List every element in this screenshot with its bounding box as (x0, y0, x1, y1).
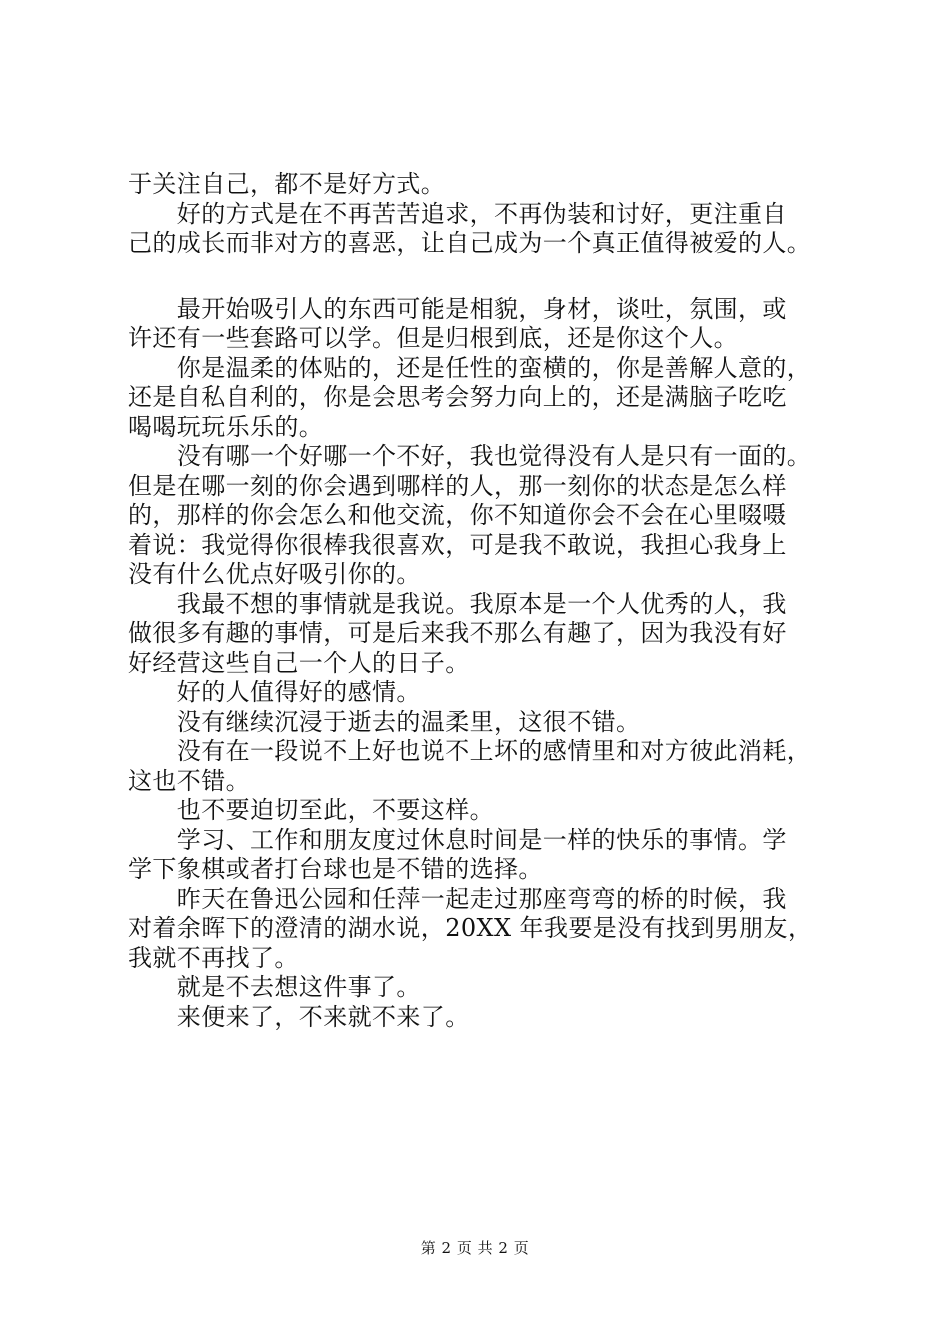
text-line: 我就不再找了。 (128, 943, 299, 972)
text-line: 还是自私自利的，你是会思考会努力向上的，还是满脑子吃吃 (128, 383, 787, 411)
paragraph-gap (128, 259, 828, 295)
text-line: 这也不错。 (128, 766, 250, 795)
text-line: 于关注自己，都不是好方式。 (128, 170, 446, 198)
text-line: 最开始吸引人的东西可能是相貌，身材，谈吐，氛围，或 (128, 294, 787, 323)
text-line: 来便来了，不来就不来了。 (128, 1002, 470, 1031)
text-line: 昨天在鲁迅公园和任萍一起走过那座弯弯的桥的时候，我 (128, 884, 787, 913)
body-text (128, 170, 828, 1032)
text-line: 但是在哪一刻的你会遇到哪样的人，那一刻你的状态是怎么样 (128, 471, 787, 500)
text-line: 好的人值得好的感情。 (128, 678, 421, 706)
text-line: 没有在一段说不上好也说不上坏的感情里和对方彼此消耗， (128, 737, 812, 765)
text-line: 就是不去想这件事了。 (128, 973, 421, 1001)
text-line: 做很多有趣的事情，可是后来我不那么有趣了，因为我没有好 (128, 619, 787, 647)
text-line: 的，那样的你会怎么和他交流，你不知道你会不会在心里啜嗫 (128, 501, 787, 529)
text-line: 学下象棋或者打台球也是不错的选择。 (128, 855, 543, 883)
text-line: 也不要迫切至此，不要这样。 (128, 796, 494, 824)
text-line: 喝喝玩玩乐乐的。 (128, 412, 324, 441)
text-line: 己的成长而非对方的喜恶，让自己成为一个真正值得被爱的人。 (128, 229, 812, 257)
text-line: 你是温柔的体贴的，还是任性的蛮横的，你是善解人意的， (128, 353, 812, 382)
text-line: 没有哪一个好哪一个不好，我也觉得没有人是只有一面的。 (128, 442, 812, 470)
text-line: 没有什么优点好吸引你的。 (128, 560, 421, 588)
text-line: 学习、工作和朋友度过休息时间是一样的快乐的事情。学 (128, 825, 787, 854)
text-line: 着说：我觉得你很棒我很喜欢，可是我不敢说，我担心我身上 (128, 530, 787, 559)
text-line: 对着余晖下的澄清的湖水说，20XX 年我要是没有找到男朋友， (128, 914, 813, 942)
text-line: 许还有一些套路可以学。但是归根到底，还是你这个人。 (128, 324, 738, 352)
page-number: 第 2 页 共 2 页 (420, 1239, 530, 1257)
text-line: 我最不想的事情就是我说。我原本是一个人优秀的人，我 (128, 589, 787, 618)
text-line: 好经营这些自己一个人的日子。 (128, 648, 470, 677)
text-line: 没有继续沉浸于逝去的温柔里，这很不错。 (128, 707, 641, 736)
text-line: 好的方式是在不再苦苦追求，不再伪装和讨好，更注重自 (128, 199, 787, 228)
